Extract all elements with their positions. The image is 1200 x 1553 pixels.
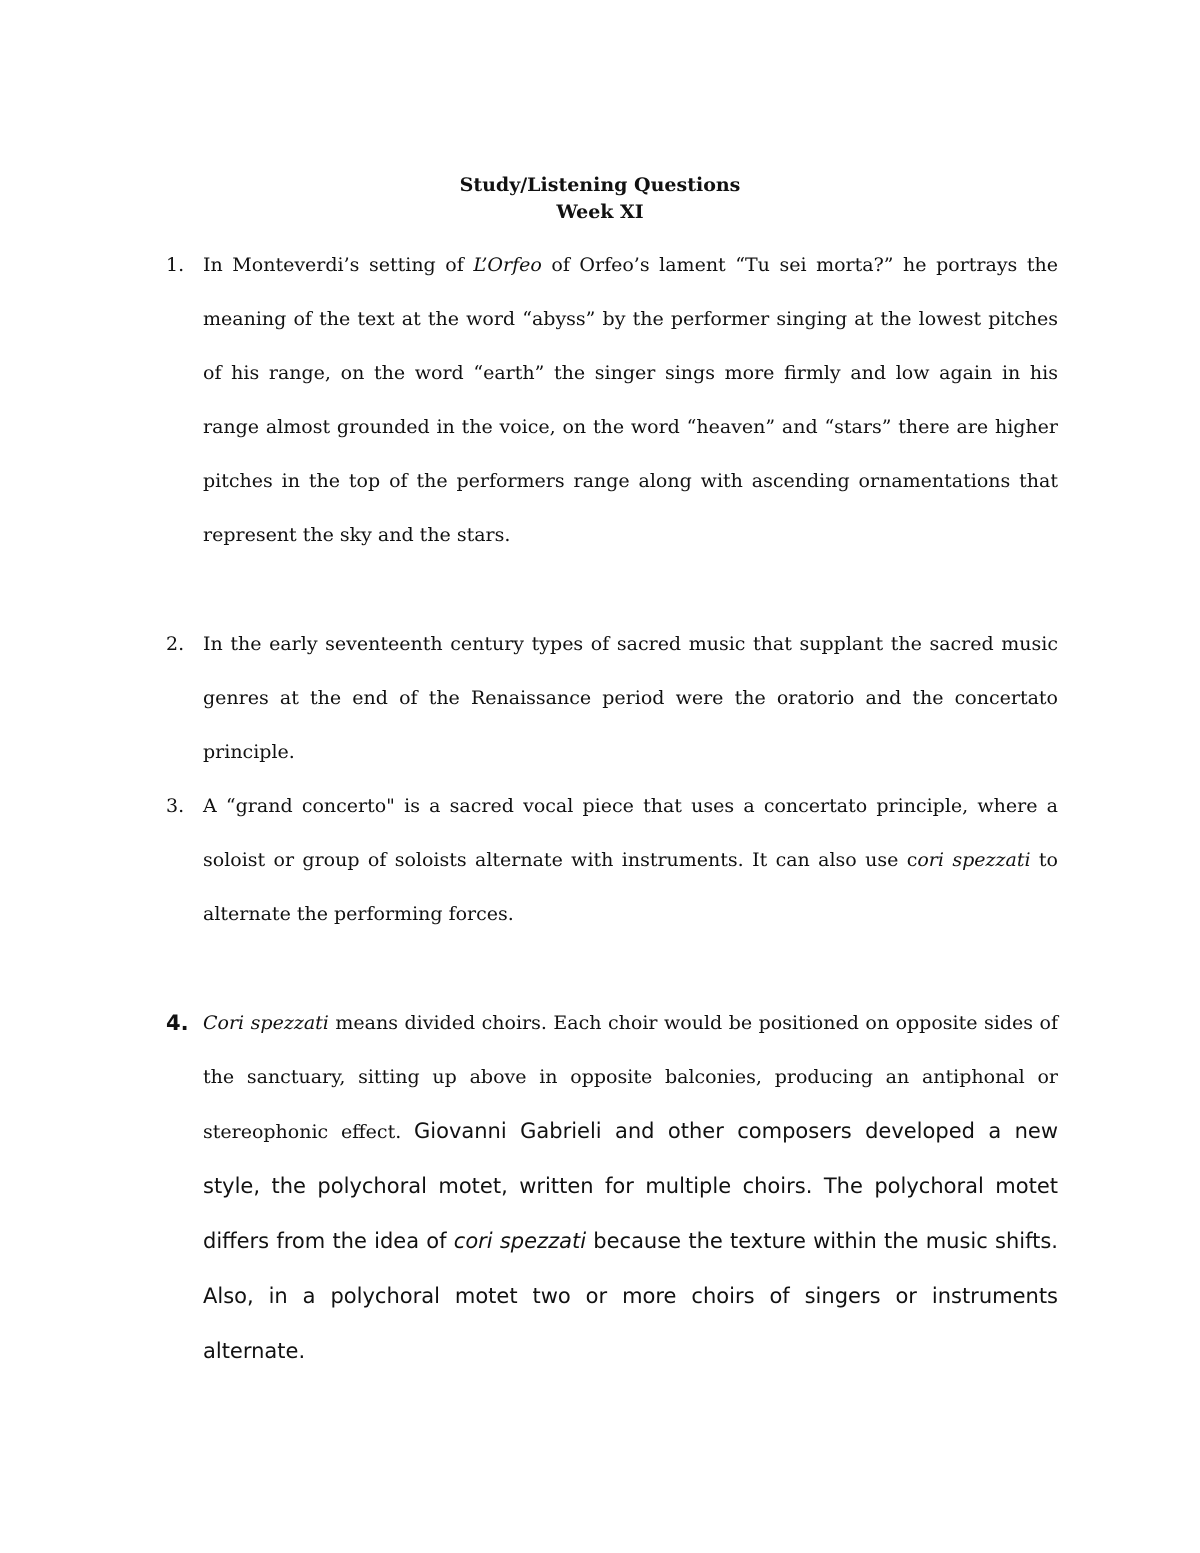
q3-text-part1: A “grand concerto" is a sacred vocal piece that uses a concertato principle, where a soloist or group of soloists alternate with instruments. It can also use c bbox=[203, 795, 1058, 871]
question-1-answer bbox=[203, 238, 1058, 562]
question-3-number: 3. bbox=[166, 795, 185, 817]
question-2-number: 2. bbox=[166, 633, 185, 655]
document-subtitle: Week XI bbox=[556, 201, 644, 223]
q3-italic-term: ori spezzati bbox=[917, 849, 1031, 871]
question-1-number: 1. bbox=[166, 254, 185, 276]
q4-text-part1: means divided choirs. Each choir would be positioned on opposite sides of the sanctuary, sitting up above in opposite balconies, producing an antiphonal or stereophonic effect. bbox=[203, 1012, 1058, 1143]
question-2-answer: In the early seventeenth century types of sacred music that supplant the sacred music genres at the end of the Renaissance period were the oratorio and the concertato principle. bbox=[203, 633, 1058, 763]
q4-sans-part2: because the texture within the music shifts. Also, in a polychoral motet two or more choirs of singers or instruments alternate. bbox=[203, 1229, 1058, 1363]
q4-italic-term-2: cori spezzati bbox=[453, 1229, 587, 1253]
q1-text-part1: In Monteverdi’s setting of bbox=[203, 254, 474, 276]
q1-text-part2: of Orfeo’s lament “Tu sei morta?” he portrays the meaning of the text at the word “abyss” by the performer singing at the lowest pitches of his range, on the word “earth” the singer sings more firmly and low again in his range almost grounded in the voice, on the word “heaven” and “stars” there are higher pitches in the top of the performers range along with ascending ornamentations that represent the sky and the stars. bbox=[203, 254, 1058, 546]
document-title: Study/Listening Questions bbox=[459, 174, 741, 196]
q4-sans-part1: Giovanni Gabrieli and other composers developed a new style, the polychoral motet, written for multiple choirs. The polychoral motet differs from the idea of bbox=[203, 1119, 1058, 1253]
q4-italic-term-1: Cori spezzati bbox=[203, 1012, 329, 1034]
q3-text-part2: to alternate the performing forces. bbox=[203, 849, 1058, 925]
q1-italic-title: L’Orfeo bbox=[473, 254, 542, 276]
question-4-answer bbox=[203, 996, 1058, 1379]
question-3-answer bbox=[203, 779, 1058, 941]
question-4-number: 4. bbox=[166, 1011, 189, 1035]
document-heading bbox=[0, 172, 1200, 226]
